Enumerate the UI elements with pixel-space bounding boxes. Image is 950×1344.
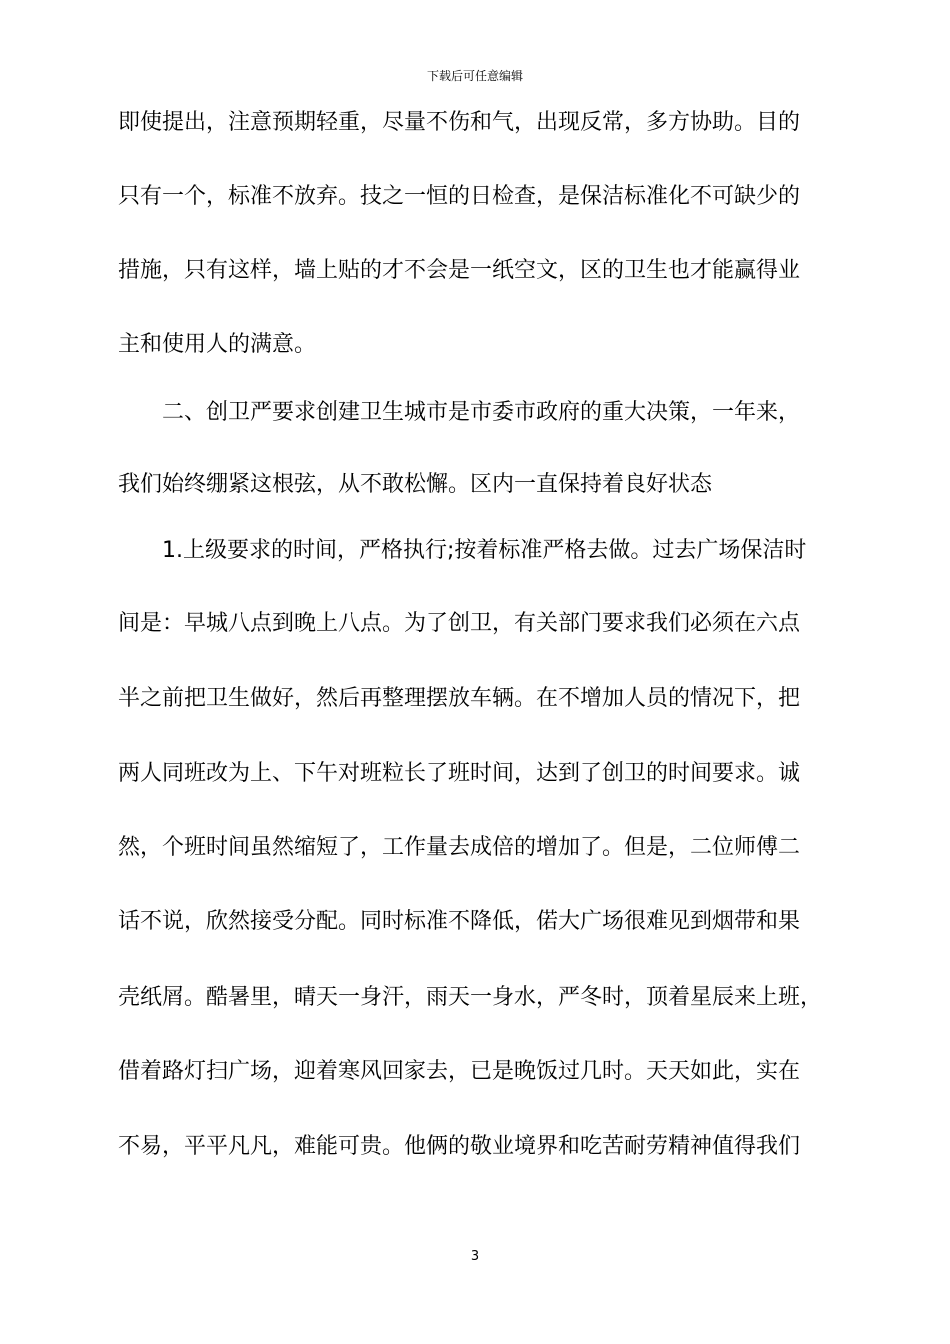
list-item-1-line: 1.上级要求的时间，严格执行;按着标准严格去做。过去广场保洁时	[162, 538, 807, 563]
body-line-12: 话不说，欣然接受分配。同时标准不降低，偌大广场很难见到烟带和果	[118, 909, 801, 934]
body-line-11: 然，个班时间虽然缩短了，工作量去成倍的增加了。但是，二位师傅二	[118, 835, 801, 860]
section-heading-line: 二、创卫严要求创建卫生城市是市委市政府的重大决策，一年来，	[162, 400, 801, 425]
body-line-14: 借着路灯扫广场，迎着寒风回家去，已是晚饭过几时。天天如此，实在	[118, 1059, 801, 1084]
body-line-13: 壳纸屑。酷暑里，晴天一身汗，雨天一身水，严冬时，顶着星辰来上班，	[118, 985, 823, 1010]
body-line-1: 即使提出，注意预期轻重，尽量不伤和气，出现反常，多方协助。目的	[118, 110, 801, 135]
body-line-4: 主和使用人的满意。	[118, 332, 317, 357]
page-number: 3	[470, 1249, 480, 1264]
body-line-9: 半之前把卫生做好，然后再整理摆放车辆。在不增加人员的情况下，把	[118, 686, 801, 711]
body-line-2: 只有一个，标准不放弃。技之一恒的日检查，是保洁标准化不可缺少的	[118, 184, 801, 209]
body-line-8: 间是：早城八点到晚上八点。为了创卫，有关部门要求我们必须在六点	[118, 611, 801, 636]
body-line-3: 措施，只有这样，墙上贴的才不会是一纸空文，区的卫生也才能赢得业	[118, 258, 801, 283]
body-line-15: 不易，平平凡凡，难能可贵。他俩的敬业境界和吃苦耐劳精神值得我们	[118, 1134, 801, 1159]
body-line-10: 两人同班改为上、下午对班粒长了班时间，达到了创卫的时间要求。诚	[118, 761, 801, 786]
body-line-6: 我们始终绷紧这根弦，从不敢松懈。区内一直保持着良好状态	[118, 472, 713, 497]
page-header: 下载后可任意编辑	[426, 69, 523, 83]
